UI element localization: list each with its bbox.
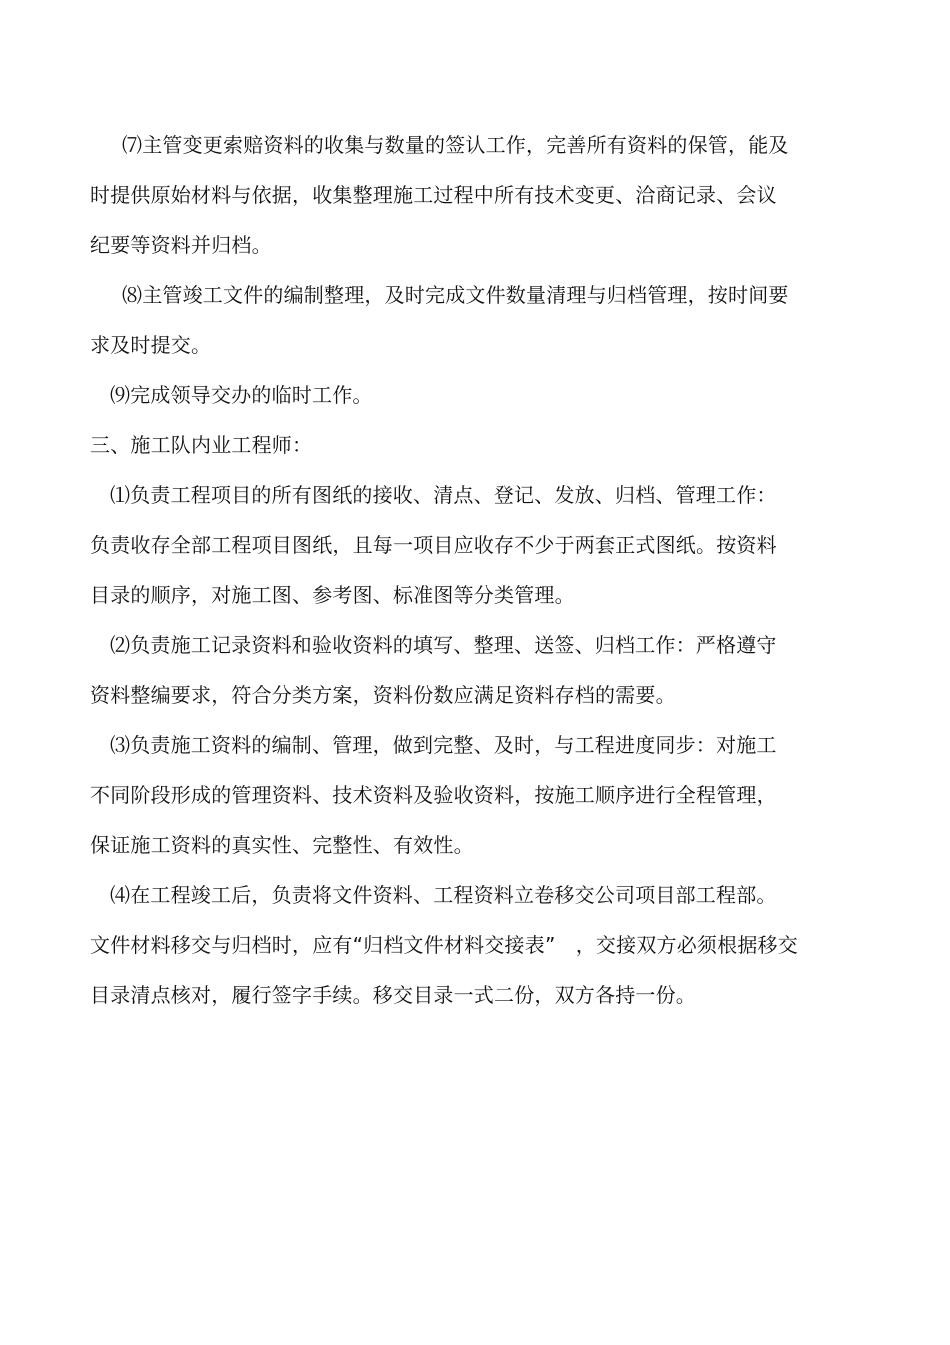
section-heading: 三、施工队内业工程师： bbox=[90, 433, 313, 457]
paragraph-7-line-1: ⑺主管变更索赔资料的收集与数量的签认工作，完善所有资料的保管，能及 bbox=[122, 133, 789, 157]
item-1-line-3: 目录的顺序，对施工图、参考图、标准图等分类管理。 bbox=[90, 583, 575, 607]
paragraph-9: ⑼完成领导交办的临时工作。 bbox=[110, 383, 373, 407]
paragraph-8-line-1: ⑻主管竣工文件的编制整理，及时完成文件数量清理与归档管理，按时间要 bbox=[122, 283, 789, 307]
paragraph-8-line-2: 求及时提交。 bbox=[90, 333, 212, 357]
item-1-line-2: 负责收存全部工程项目图纸，且每一项目应收存不少于两套正式图纸。按资料 bbox=[90, 533, 777, 557]
item-4-line-3: 目录清点核对，履行签字手续。移交目录一式二份，双方各持一份。 bbox=[90, 983, 696, 1007]
item-3-line-1: ⑶负责施工资料的编制、管理，做到完整、及时，与工程进度同步：对施工 bbox=[110, 733, 777, 757]
paragraph-7-line-3: 纪要等资料并归档。 bbox=[90, 233, 272, 257]
item-3-line-2: 不同阶段形成的管理资料、技术资料及验收资料，按施工顺序进行全程管理， bbox=[90, 783, 777, 807]
paragraph-7-line-2: 时提供原始材料与依据，收集整理施工过程中所有技术变更、洽商记录、会议 bbox=[90, 183, 777, 207]
item-4-line-2: 文件材料移交与归档时，应有“归档文件材料交接表” ，交接双方必须根据移交 bbox=[90, 933, 798, 957]
item-1-line-1: ⑴负责工程项目的所有图纸的接收、清点、登记、发放、归档、管理工作： bbox=[110, 483, 777, 507]
item-4-line-1: ⑷在工程竣工后，负责将文件资料、工程资料立卷移交公司项目部工程部。 bbox=[110, 883, 777, 907]
item-2-line-2: 资料整编要求，符合分类方案，资料份数应满足资料存档的需要。 bbox=[90, 683, 676, 707]
item-2-line-1: ⑵负责施工记录资料和验收资料的填写、整理、送签、归档工作：严格遵守 bbox=[110, 633, 777, 657]
item-3-line-3: 保证施工资料的真实性、完整性、有效性。 bbox=[90, 833, 474, 857]
